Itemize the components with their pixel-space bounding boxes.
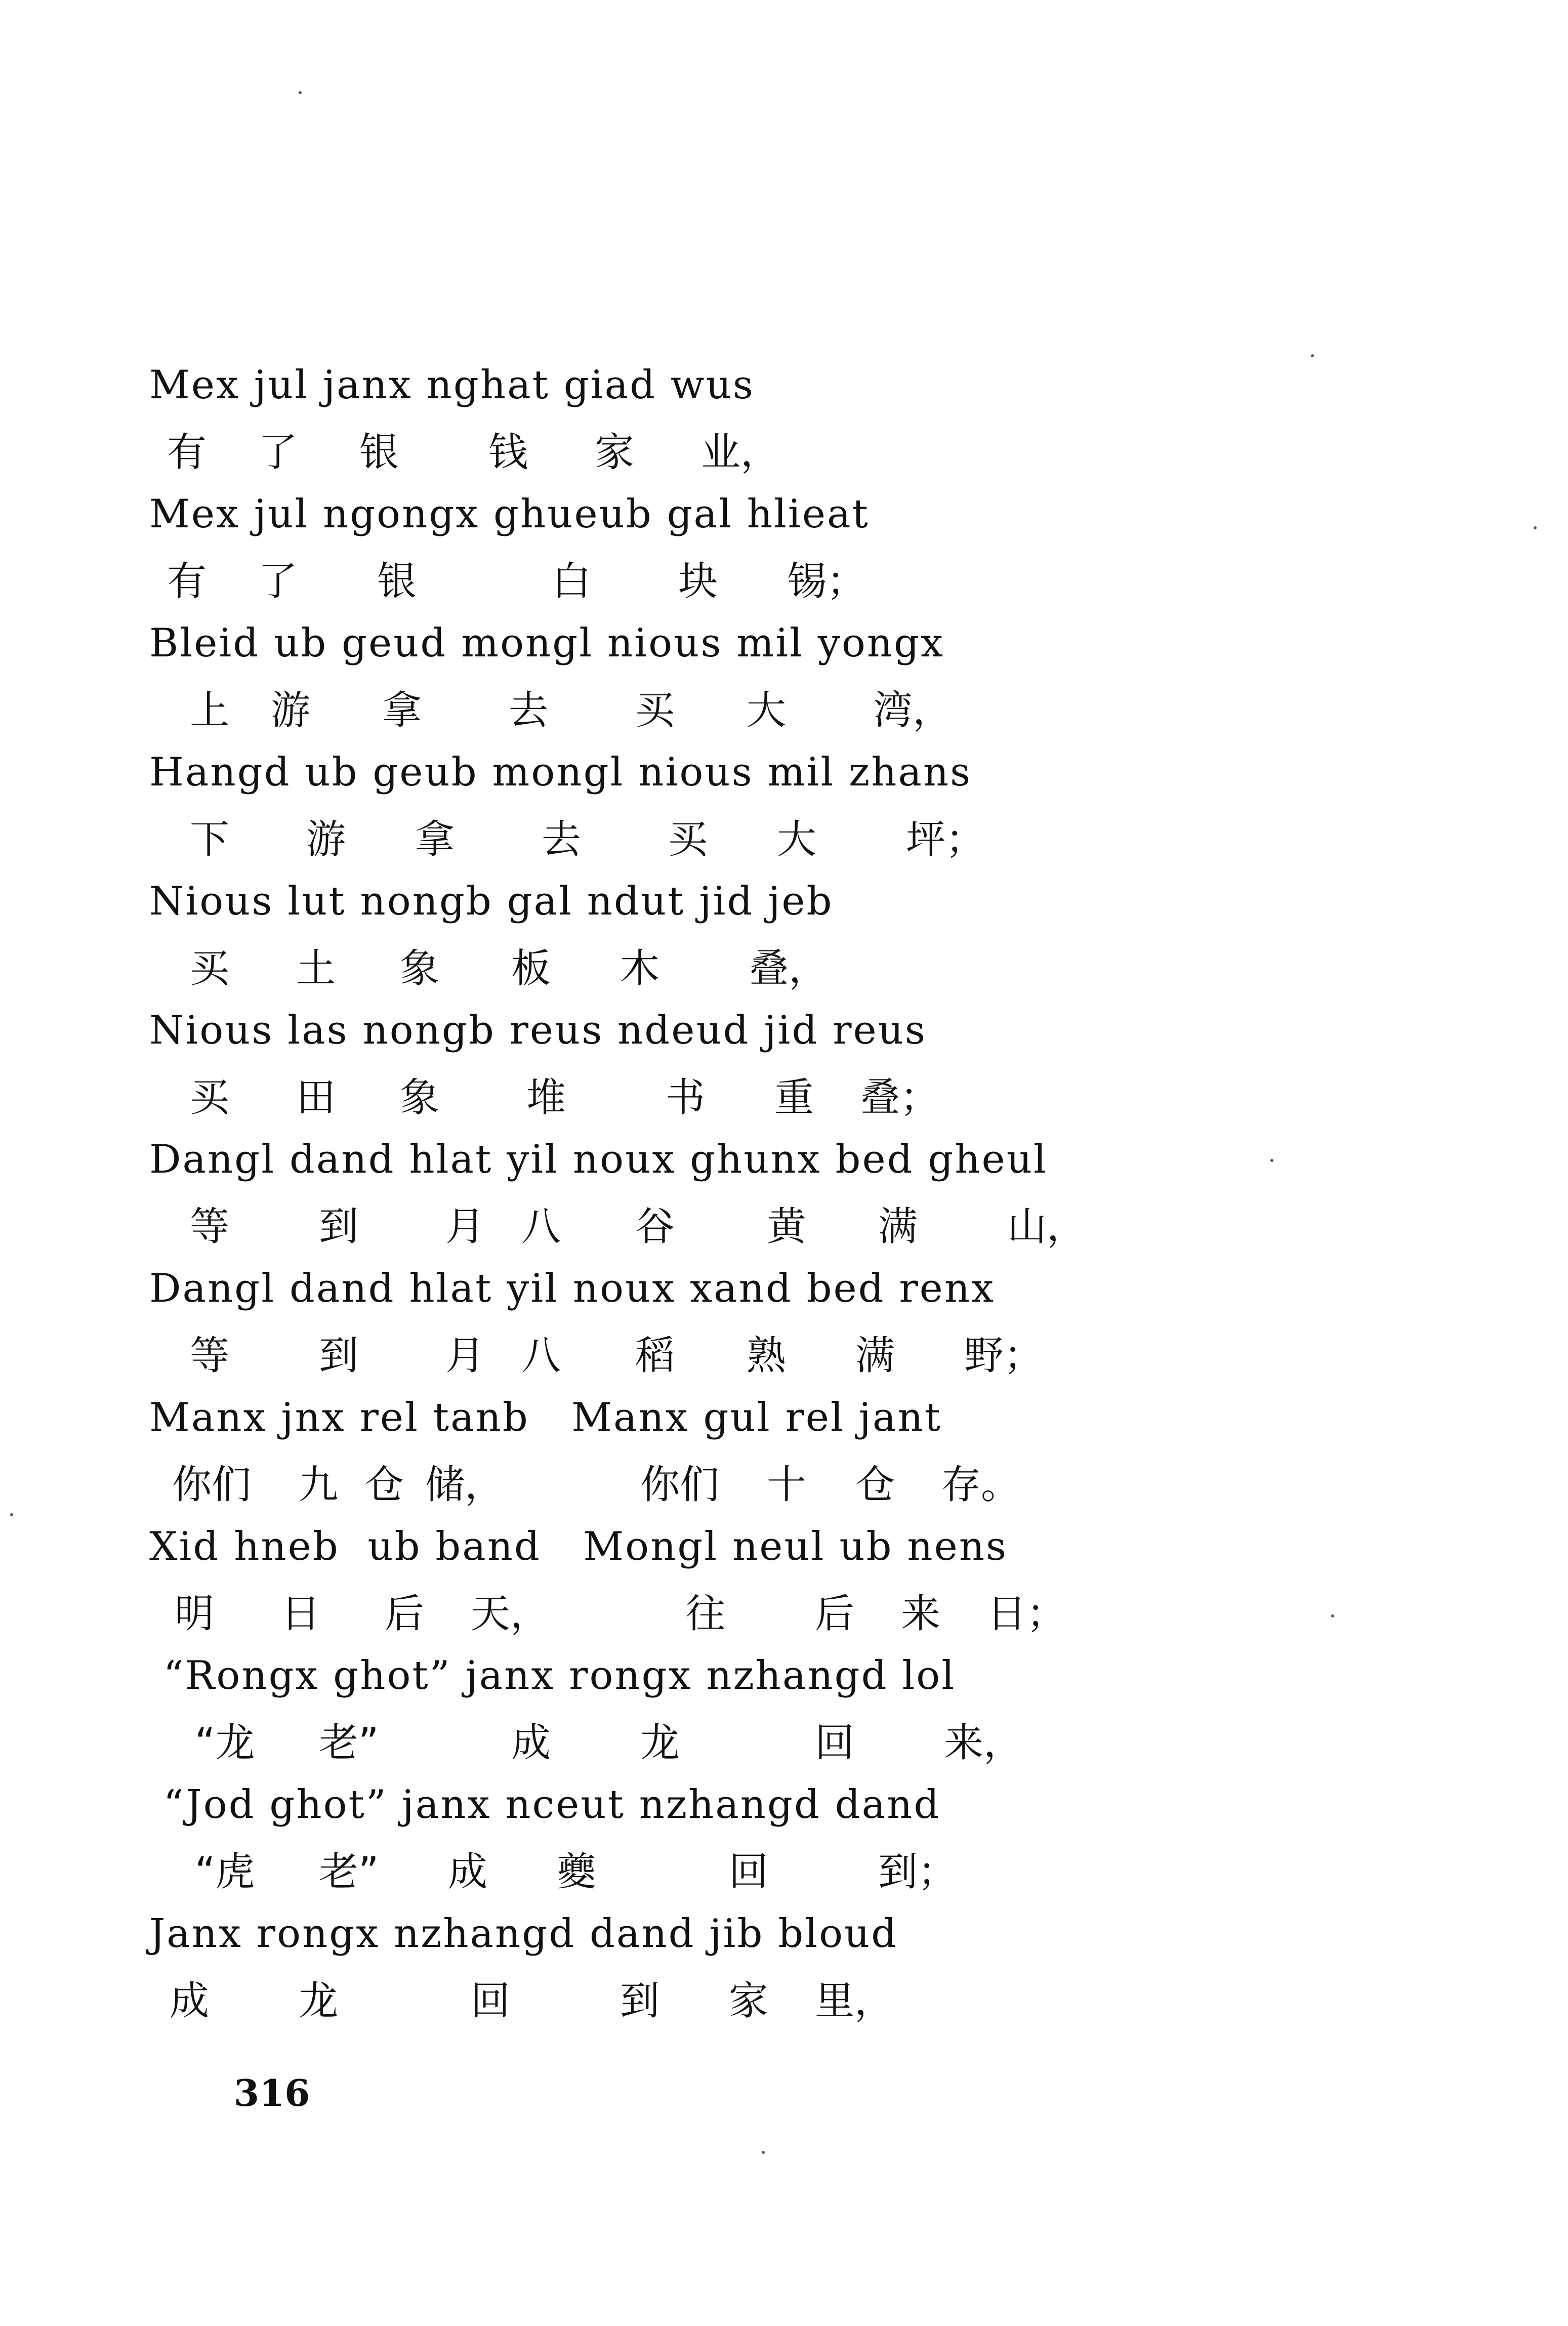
gloss-word: 月	[445, 1333, 485, 1379]
gloss-word: 八	[521, 1333, 561, 1379]
gloss-word: 仓	[855, 1462, 895, 1508]
gloss-word: 成	[448, 1849, 488, 1895]
gloss-word: 白	[552, 559, 592, 604]
gloss-word: 到	[319, 1204, 359, 1250]
gloss-word: 去	[509, 688, 549, 733]
gloss-word: 叠；	[860, 1075, 940, 1120]
latin-line: Janx rongx nzhangd dand jib bloud	[149, 1911, 898, 1957]
gloss-word: 银	[359, 430, 399, 475]
gloss-word: 后	[815, 1591, 855, 1637]
gloss-word: 等	[190, 1204, 230, 1250]
latin-line: Nious las nongb reus ndeud jid reus	[149, 1008, 927, 1053]
gloss-word: 回	[815, 1720, 855, 1766]
gloss-word: 大	[777, 817, 817, 862]
gloss-word: 月	[445, 1204, 485, 1250]
gloss-word: 有	[167, 430, 207, 475]
gloss-word: 来	[901, 1591, 941, 1637]
gloss-word: 黄	[767, 1204, 807, 1250]
page-number: 316	[234, 2071, 310, 2114]
gloss-word: 块	[678, 559, 718, 604]
gloss-word: 八	[521, 1204, 561, 1250]
gloss-word: 银	[377, 559, 417, 604]
gloss-word: “虎	[195, 1849, 255, 1895]
gloss-word: 十	[767, 1462, 807, 1508]
gloss-word: 有	[167, 559, 207, 604]
latin-line: Dangl dand hlat yil noux ghunx bed gheul	[149, 1137, 1048, 1182]
gloss-word: 成	[511, 1720, 551, 1766]
gloss-word: 后	[385, 1591, 425, 1637]
gloss-word: 龙	[640, 1720, 680, 1766]
gloss-word: 明	[175, 1591, 215, 1637]
gloss-word: 满	[855, 1333, 895, 1379]
latin-line: Hangd ub geub mongl nious mil zhans	[149, 750, 972, 795]
gloss-word: 家	[729, 1978, 769, 2024]
gloss-word: 叠，	[749, 946, 829, 991]
gloss-word: 熟	[747, 1333, 787, 1379]
gloss-word: 储，	[425, 1462, 505, 1508]
gloss-word: 了	[258, 430, 298, 475]
gloss-word: 大	[747, 688, 787, 733]
gloss-word: 下	[190, 817, 230, 862]
latin-line: Bleid ub geud mongl nious mil yongx	[149, 620, 944, 666]
gloss-word: 了	[258, 559, 298, 604]
gloss-word: 老”	[319, 1720, 379, 1766]
gloss-word: 拿	[382, 688, 422, 733]
gloss-word: 你们	[640, 1462, 720, 1508]
latin-line: “Jod ghot” janx nceut nzhangd dand	[149, 1782, 941, 1827]
gloss-word: 夔	[557, 1849, 597, 1895]
gloss-word: 木	[620, 946, 660, 991]
gloss-word: 回	[471, 1978, 511, 2024]
gloss-word: 田	[296, 1075, 336, 1120]
gloss-word: 湾，	[873, 688, 953, 733]
latin-line: Dangl dand hlat yil noux xand bed renx	[149, 1266, 996, 1311]
gloss-word: 存。	[941, 1462, 1021, 1508]
gloss-word: 野；	[964, 1333, 1044, 1379]
gloss-word: 去	[542, 817, 582, 862]
gloss-word: 稻	[635, 1333, 675, 1379]
gloss-word: 成	[170, 1978, 210, 2024]
gloss-word: 到；	[878, 1849, 958, 1895]
scan-speck	[1270, 1159, 1273, 1162]
latin-line: Mex jul janx nghat giad wus	[149, 362, 755, 408]
scan-speck	[1331, 1614, 1334, 1617]
gloss-word: 里，	[815, 1978, 894, 2024]
gloss-word: 到	[319, 1333, 359, 1379]
gloss-word: 业，	[701, 430, 780, 475]
gloss-word: 锡；	[787, 559, 866, 604]
gloss-word: 龙	[299, 1978, 339, 2024]
gloss-word: 拿	[415, 817, 455, 862]
gloss-word: 买	[635, 688, 675, 733]
scan-speck	[1534, 526, 1537, 529]
gloss-word: 板	[511, 946, 551, 991]
gloss-word: 游	[306, 817, 346, 862]
gloss-word: 等	[190, 1333, 230, 1379]
gloss-word: “龙	[195, 1720, 255, 1766]
latin-line: “Rongx ghot” janx rongx nzhangd lol	[149, 1653, 956, 1698]
gloss-word: 象	[400, 1075, 440, 1120]
gloss-word: 堆	[526, 1075, 566, 1120]
gloss-word: 到	[620, 1978, 660, 2024]
gloss-word: 山，	[1007, 1204, 1087, 1250]
latin-line: Nious lut nongb gal ndut jid jeb	[149, 879, 834, 924]
gloss-word: 象	[400, 946, 440, 991]
gloss-word: 往	[686, 1591, 726, 1637]
scan-speck	[762, 2151, 765, 2154]
gloss-word: 来，	[944, 1720, 1023, 1766]
gloss-word: 买	[668, 817, 708, 862]
gloss-word: 买	[190, 1075, 230, 1120]
latin-line: Xid hneb ub band Mongl neul ub nens	[149, 1524, 1008, 1569]
gloss-word: 钱	[488, 430, 528, 475]
scan-speck	[1311, 354, 1314, 357]
scan-speck	[299, 91, 302, 94]
gloss-word: 土	[296, 946, 336, 991]
gloss-word: 仓	[364, 1462, 404, 1508]
gloss-word: 回	[729, 1849, 769, 1895]
gloss-word: 你们	[172, 1462, 252, 1508]
latin-line: Mex jul ngongx ghueub gal hlieat	[149, 491, 870, 537]
gloss-word: 老”	[319, 1849, 379, 1895]
gloss-word: 坪；	[906, 817, 985, 862]
gloss-word: 日	[281, 1591, 321, 1637]
gloss-word: 日；	[987, 1591, 1066, 1637]
gloss-word: 家	[595, 430, 635, 475]
gloss-word: 九	[299, 1462, 339, 1508]
gloss-word: 天，	[471, 1591, 550, 1637]
gloss-word: 游	[271, 688, 311, 733]
gloss-word: 满	[878, 1204, 918, 1250]
gloss-word: 上	[190, 688, 230, 733]
gloss-word: 书	[666, 1075, 706, 1120]
scan-speck	[10, 1513, 13, 1516]
gloss-word: 谷	[635, 1204, 675, 1250]
gloss-word: 买	[190, 946, 230, 991]
latin-line: Manx jnx rel tanb Manx gul rel jant	[149, 1395, 942, 1440]
gloss-word: 重	[774, 1075, 814, 1120]
